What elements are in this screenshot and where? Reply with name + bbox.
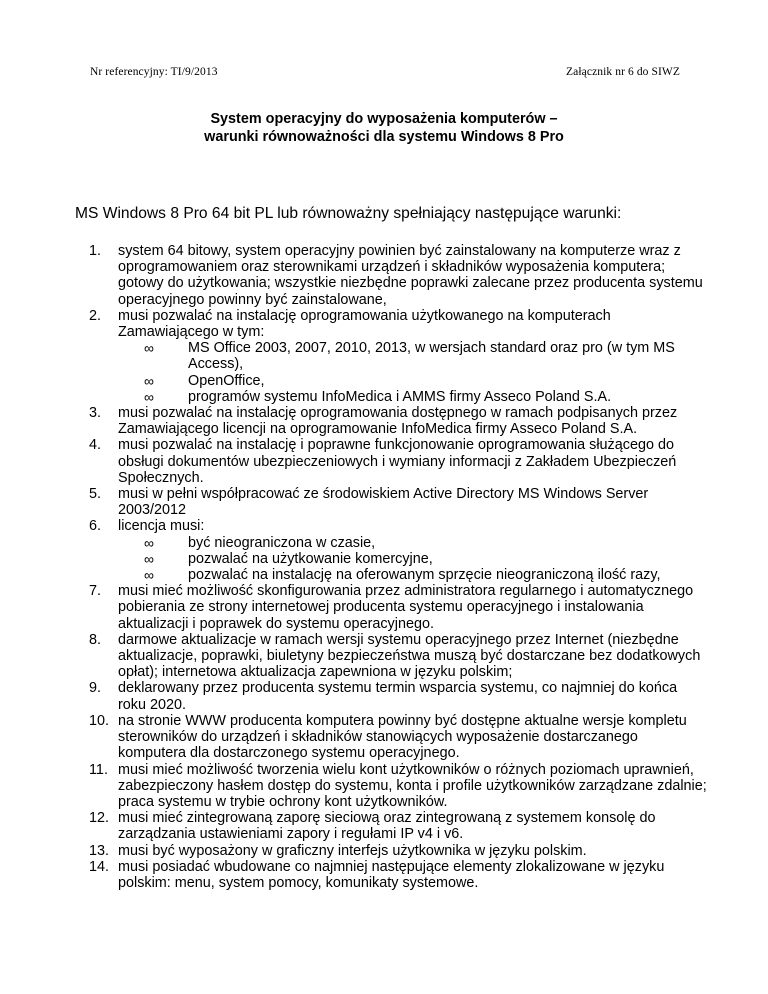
requirement-text: musi mieć możliwość skonfigurowania przez administratora regularnego i automatycznego pobierania ze strony internetowej producenta systemu operacyjnego i instalowania aktualizacji i poprawek do systemu operacyjnego. — [118, 583, 694, 632]
requirement-item — [89, 518, 709, 583]
sub-item-text: pozwalać na użytkowanie komercyjne, — [188, 550, 433, 567]
infinity-bullet-icon: ∞ — [144, 534, 154, 551]
requirement-text: musi mieć możliwość tworzenia wielu kont użytkowników o różnych poziomach uprawnień, zabezpieczony hasłem dostęp do systemu, konta i profile użytkowników zarządzane zdalnie; praca systemu w trybie ochrony kont użytkowników. — [118, 761, 707, 810]
title-line-1: System operacyjny do wyposażenia komputerów – — [210, 111, 558, 127]
sub-item-text: pozwalać na instalację na oferowanym sprzęcie nieograniczoną ilość razy, — [188, 567, 661, 584]
requirement-number: 3. — [89, 405, 102, 422]
requirement-number: 12. — [89, 810, 110, 827]
requirements-list — [89, 243, 709, 891]
sub-item — [144, 551, 709, 567]
requirement-number: 10. — [89, 712, 110, 729]
requirement-number: 1. — [89, 243, 102, 259]
requirement-item — [89, 713, 709, 762]
sub-item — [144, 567, 709, 583]
reference-number: Nr referencyjny: TI/9/2013 — [90, 66, 218, 78]
requirement-number: 4. — [89, 437, 102, 454]
requirement-text: musi być wyposażony w graficzny interfejs użytkownika w języku polskim. — [118, 842, 587, 859]
requirement-text: musi posiadać wbudowane co najmniej następujące elementy zlokalizowane w języku polskim: menu, system pomocy, komunikaty systemowe. — [118, 858, 665, 891]
infinity-bullet-icon: ∞ — [144, 567, 154, 584]
requirement-item — [89, 486, 709, 518]
sub-item-text: programów systemu InfoMedica i AMMS firmy Asseco Poland S.A. — [188, 388, 612, 405]
requirement-text: musi pozwalać na instalację i poprawne funkcjonowanie oprogramowania służącego do obsługi dokumentów ubezpieczeniowych i wymiany informacji z Zakładem Ubezpieczeń Społecznych. — [118, 437, 677, 486]
requirement-item — [89, 810, 709, 842]
requirement-number: 6. — [89, 518, 102, 535]
requirement-text: musi pozwalać na instalację oprogramowania użytkowanego na komputerach Zamawiającego w tym: — [118, 307, 611, 341]
sub-item — [144, 373, 709, 389]
requirement-item — [89, 680, 709, 712]
sub-item-text: być nieograniczona w czasie, — [188, 534, 376, 551]
requirement-text: darmowe aktualizacje w ramach wersji systemu operacyjnego przez Internet (niezbędne aktualizacje, poprawki, biuletyny bezpieczeństwa muszą być dostarczane bez dodatkowych opłat); internetowa aktualizacja zapewniona w języku polskim; — [118, 631, 701, 681]
requirement-text: system 64 bitowy, system operacyjny powinien być zainstalowany na komputerze wraz z oprogramowaniem oraz sterownikami urządzeń i składników wyposażenia komputera; gotowy do użytkowania; wszystkie niezbędne poprawki zalecane przez producenta systemu operacyjnego powinny być zainstalowane, — [118, 243, 703, 308]
requirement-item — [89, 405, 709, 437]
title-line-2: warunki równoważności dla systemu Windows 8 Pro — [204, 129, 564, 145]
requirement-item — [89, 308, 709, 405]
requirement-text: na stronie WWW producenta komputera powinny być dostępne aktualne wersje kompletu sterowników do urządzeń i składników stanowiących wyposażenie dostarczanego komputera dla dostarczonego systemu operacyjnego. — [118, 712, 687, 762]
sub-item — [144, 535, 709, 551]
requirement-item — [89, 632, 709, 681]
intro-paragraph: MS Windows 8 Pro 64 bit PL lub równoważny spełniający następujące warunki: — [75, 205, 622, 222]
requirement-number: 8. — [89, 631, 102, 648]
infinity-bullet-icon: ∞ — [144, 550, 154, 567]
requirement-number: 14. — [89, 858, 110, 875]
infinity-bullet-icon: ∞ — [144, 372, 154, 389]
sub-item — [144, 340, 709, 372]
requirement-number: 13. — [89, 842, 110, 859]
requirement-number: 2. — [89, 307, 102, 324]
requirement-text: musi pozwalać na instalację oprogramowania dostępnego w ramach podpisanych przez Zamawiającego licencji na oprogramowanie InfoMedica firmy Asseco Poland S.A. — [118, 405, 678, 438]
requirement-item — [89, 437, 709, 486]
sub-list — [118, 535, 709, 584]
document-title — [0, 110, 768, 146]
sub-item — [144, 389, 709, 405]
infinity-bullet-icon: ∞ — [144, 388, 154, 405]
sub-item-text: OpenOffice, — [188, 372, 265, 389]
requirement-item — [89, 859, 709, 891]
requirement-text: musi mieć zintegrowaną zaporę sieciową oraz zintegrowaną z systemem konsolę do zarządzania ustawieniami zapory i regułami IP v4 i v6. — [118, 810, 656, 843]
requirement-text: licencja musi: — [118, 518, 205, 535]
sub-item-text: MS Office 2003, 2007, 2010, 2013, w wersjach standard oraz pro (w tym MS Access), — [188, 340, 675, 373]
attachment-label: Załącznik nr 6 do SIWZ — [566, 66, 680, 78]
requirement-number: 7. — [89, 583, 102, 600]
requirement-number: 11. — [89, 761, 108, 778]
requirement-item — [89, 583, 709, 632]
requirement-number: 5. — [89, 486, 102, 503]
requirement-text: musi w pełni współpracować ze środowiskiem Active Directory MS Windows Server 2003/2012 — [118, 486, 649, 519]
requirement-number: 9. — [89, 680, 102, 697]
requirement-item — [89, 243, 709, 308]
requirement-item — [89, 843, 709, 859]
requirement-item — [89, 762, 709, 811]
sub-list — [118, 340, 709, 405]
infinity-bullet-icon: ∞ — [144, 340, 154, 357]
requirement-text: deklarowany przez producenta systemu termin wsparcia systemu, co najmniej do końca roku 2020. — [118, 680, 678, 713]
